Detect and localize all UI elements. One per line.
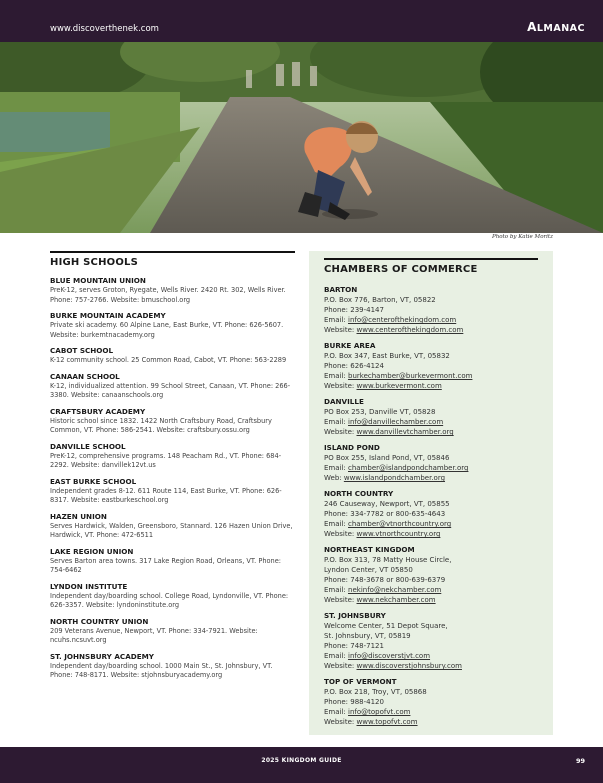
contact-label: Email: <box>324 464 349 472</box>
school-entry <box>50 346 295 366</box>
contact-label: Website: <box>324 662 357 670</box>
contact-label: Email: <box>324 418 349 426</box>
school-name: DANVILLE SCHOOL <box>50 441 126 451</box>
chamber-info-line: Phone: 239-4147 <box>324 306 384 314</box>
chamber-name: BURKE AREA <box>324 341 376 350</box>
chamber-name: ST. JOHNSBURY <box>324 611 386 620</box>
chamber-name: NORTHEAST KINGDOM <box>324 545 415 554</box>
chamber-name: ISLAND POND <box>324 443 380 452</box>
chamber-info-line: Phone: 748-3678 or 800-639-6379 <box>324 576 446 584</box>
high-schools-section <box>50 251 295 687</box>
school-name: CRAFTSBURY ACADEMY <box>50 406 146 416</box>
chamber-contact-line <box>324 529 538 539</box>
chamber-name: BARTON <box>324 285 358 294</box>
website-link[interactable]: www.centerofthekingdom.com <box>356 326 464 334</box>
website-link[interactable]: www.nekchamber.com <box>356 596 436 604</box>
contact-label: Website: <box>324 596 357 604</box>
chamber-info-line: 246 Causeway, Newport, VT, 05855 <box>324 500 450 508</box>
chamber-contact-line <box>324 315 538 325</box>
contact-label: Email: <box>324 708 349 716</box>
chamber-entry <box>324 677 538 727</box>
chamber-contact-line <box>324 325 538 335</box>
chamber-info-line: Lyndon Center, VT 05850 <box>324 566 413 574</box>
website-link[interactable]: www.discoverstjohnsbury.com <box>356 662 462 670</box>
school-entry <box>50 617 295 646</box>
section-rule <box>324 258 538 260</box>
school-entry <box>50 477 295 506</box>
chamber-info-line: P.O. Box 776, Barton, VT, 05822 <box>324 296 436 304</box>
contact-label: Website: <box>324 428 357 436</box>
school-name: HAZEN UNION <box>50 511 107 521</box>
chamber-contact-line <box>324 661 538 671</box>
school-name: CANAAN SCHOOL <box>50 371 120 381</box>
school-entry <box>50 582 295 611</box>
school-entry <box>50 311 295 340</box>
chamber-info-line: St. Johnsbury, VT, 05819 <box>324 632 411 640</box>
school-entry <box>50 547 295 576</box>
school-description: 209 Veterans Avenue, Newport, VT. Phone: 334-7921. Website: ncuhs.ncsuvt.org <box>50 626 258 644</box>
site-url[interactable]: www.discoverthenek.com <box>50 24 159 34</box>
website-link[interactable]: www.danvillevtchamber.org <box>356 428 454 436</box>
school-name: EAST BURKE SCHOOL <box>50 476 137 486</box>
contact-label: Email: <box>324 652 349 660</box>
school-description: Private ski academy. 60 Alpine Lane, East Burke, VT. Phone: 626-5607. Website: burkemtnacademy.org <box>50 321 284 339</box>
school-entry <box>50 276 295 305</box>
school-name: LYNDON INSTITUTE <box>50 581 128 591</box>
school-name: BURKE MOUNTAIN ACADEMY <box>50 311 166 320</box>
school-description: PreK-12, comprehensive programs. 148 Peacham Rd., VT. Phone: 684-2292. Website: danvillek12vt.us <box>50 451 282 469</box>
website-link[interactable]: www.topofvt.com <box>356 718 418 726</box>
school-description: K-12 community school. 25 Common Road, Cabot, VT. Phone: 563-2289 <box>50 356 287 364</box>
chamber-name: DANVILLE <box>324 397 364 406</box>
chamber-contact-line <box>324 381 538 391</box>
chamber-entry <box>324 443 538 483</box>
chamber-contact-line <box>324 463 538 473</box>
school-entry <box>50 652 295 681</box>
chamber-contact-line <box>324 595 538 605</box>
chambers-title: CHAMBERS OF COMMERCE <box>324 264 478 275</box>
contact-label: Website: <box>324 326 357 334</box>
chamber-entry <box>324 489 538 539</box>
chamber-contact-line <box>324 717 538 727</box>
school-list <box>50 276 295 681</box>
page-number: 99 <box>575 757 585 765</box>
email-link[interactable]: info@topofvt.com <box>348 708 411 716</box>
chamber-contact-line <box>324 427 538 437</box>
chamber-info-line: P.O. Box 347, East Burke, VT, 05832 <box>324 352 450 360</box>
contact-label: Email: <box>324 586 349 594</box>
child-on-path-photo <box>0 42 603 233</box>
chamber-info-line: PO Box 255, Island Pond, VT, 05846 <box>324 454 450 462</box>
contact-label: Website: <box>324 382 357 390</box>
chamber-name: TOP OF VERMONT <box>324 677 397 686</box>
website-link[interactable]: www.islandpondchamber.org <box>343 474 446 482</box>
chamber-info-line: P.O. Box 313, 78 Matty House Circle, <box>324 556 452 564</box>
chamber-contact-line <box>324 417 538 427</box>
school-name: NORTH COUNTRY UNION <box>50 616 149 626</box>
contact-label: Website: <box>324 718 357 726</box>
chamber-info-line: Welcome Center, 51 Depot Square, <box>324 622 448 630</box>
chamber-list <box>324 285 538 727</box>
email-link[interactable]: burkechamber@burkevermont.com <box>348 372 473 380</box>
school-description: Independent day/boarding school. 1000 Main St., St. Johnsbury, VT. Phone: 748-8171. Website: stjohnsburyacademy.org <box>50 661 273 679</box>
chamber-entry <box>324 611 538 671</box>
chamber-info-line: Phone: 988-4120 <box>324 698 384 706</box>
chambers-section <box>309 251 553 735</box>
chamber-info-line: Phone: 748-7121 <box>324 642 384 650</box>
school-entry <box>50 372 295 401</box>
email-link[interactable]: chamber@islandpondchamber.org <box>348 464 469 472</box>
footer-bar <box>0 747 603 783</box>
chamber-contact-line <box>324 519 538 529</box>
school-description: Historic school since 1832. 1422 North Craftsbury Road, Craftsbury Common, VT. Phone: 586-2541. Website: craftsbury.ossu.org <box>50 416 272 434</box>
chamber-contact-line <box>324 473 538 483</box>
header-bar <box>0 0 603 42</box>
photo-credit: Photo by Katie Moritz <box>492 234 553 240</box>
email-link[interactable]: chamber@vtnorthcountry.org <box>348 520 452 528</box>
chamber-info-line: Phone: 626-4124 <box>324 362 384 370</box>
school-description: Independent day/boarding school. College Road, Lyndonville, VT. Phone: 626-3357. Website: lyndoninstitute.org <box>50 591 289 609</box>
chamber-contact-line <box>324 371 538 381</box>
school-name: CABOT SCHOOL <box>50 346 114 355</box>
chamber-name: NORTH COUNTRY <box>324 489 394 498</box>
contact-label: Website: <box>324 530 357 538</box>
section-rule <box>50 251 295 253</box>
email-link[interactable]: nekinfo@nekchamber.com <box>348 586 442 594</box>
school-description: Serves Barton area towns. 317 Lake Region Road, Orleans, VT. Phone: 754-6462 <box>50 556 281 574</box>
contact-label: Email: <box>324 316 349 324</box>
school-description: K-12, individualized attention. 99 School Street, Canaan, VT. Phone: 266-3380. Website: canaanschools.org <box>50 381 291 399</box>
school-name: ST. JOHNSBURY ACADEMY <box>50 651 155 661</box>
school-description: Serves Hardwick, Walden, Greensboro, Stannard. 126 Hazen Union Drive, Hardwick, VT. Phone: 472-6511 <box>50 521 293 539</box>
hero-photo <box>0 42 603 233</box>
chamber-info-line: P.O. Box 218, Troy, VT, 05868 <box>324 688 427 696</box>
section-title-rest: LMANAC <box>536 23 585 34</box>
section-title: ALMANAC <box>527 20 585 34</box>
school-entry <box>50 512 295 541</box>
guide-title: 2025 KINGDOM GUIDE <box>261 757 342 764</box>
chamber-entry <box>324 341 538 391</box>
high-schools-title: HIGH SCHOOLS <box>50 257 139 268</box>
email-link[interactable]: info@danvillechamber.com <box>348 418 444 426</box>
contact-label: Email: <box>324 372 349 380</box>
school-description: PreK-12, serves Groton, Ryegate, Wells River. 2420 Rt. 302, Wells River. Phone: 757-2766. Website: bmuschool.org <box>50 286 286 304</box>
school-entry <box>50 442 295 471</box>
school-description: Independent grades 8-12. 611 Route 114, East Burke, VT. Phone: 626-8317. Website: eastburkeschool.org <box>50 486 282 504</box>
school-name: LAKE REGION UNION <box>50 546 134 556</box>
contact-label: Web: <box>324 474 344 482</box>
email-link[interactable]: info@discoverstjvt.com <box>348 652 431 660</box>
contact-label: Email: <box>324 520 349 528</box>
chamber-contact-line <box>324 651 538 661</box>
chamber-entry <box>324 545 538 605</box>
chamber-contact-line <box>324 707 538 717</box>
website-link[interactable]: www.vtnorthcountry.org <box>356 530 441 538</box>
chamber-entry <box>324 285 538 335</box>
chamber-entry <box>324 397 538 437</box>
chamber-info-line: PO Box 253, Danville VT, 05828 <box>324 408 436 416</box>
email-link[interactable]: info@centerofthekingdom.com <box>348 316 457 324</box>
chamber-info-line: Phone: 334-7782 or 800-635-4643 <box>324 510 446 518</box>
website-link[interactable]: www.burkevermont.com <box>356 382 442 390</box>
school-entry <box>50 407 295 436</box>
chamber-contact-line <box>324 585 538 595</box>
school-name: BLUE MOUNTAIN UNION <box>50 276 146 285</box>
